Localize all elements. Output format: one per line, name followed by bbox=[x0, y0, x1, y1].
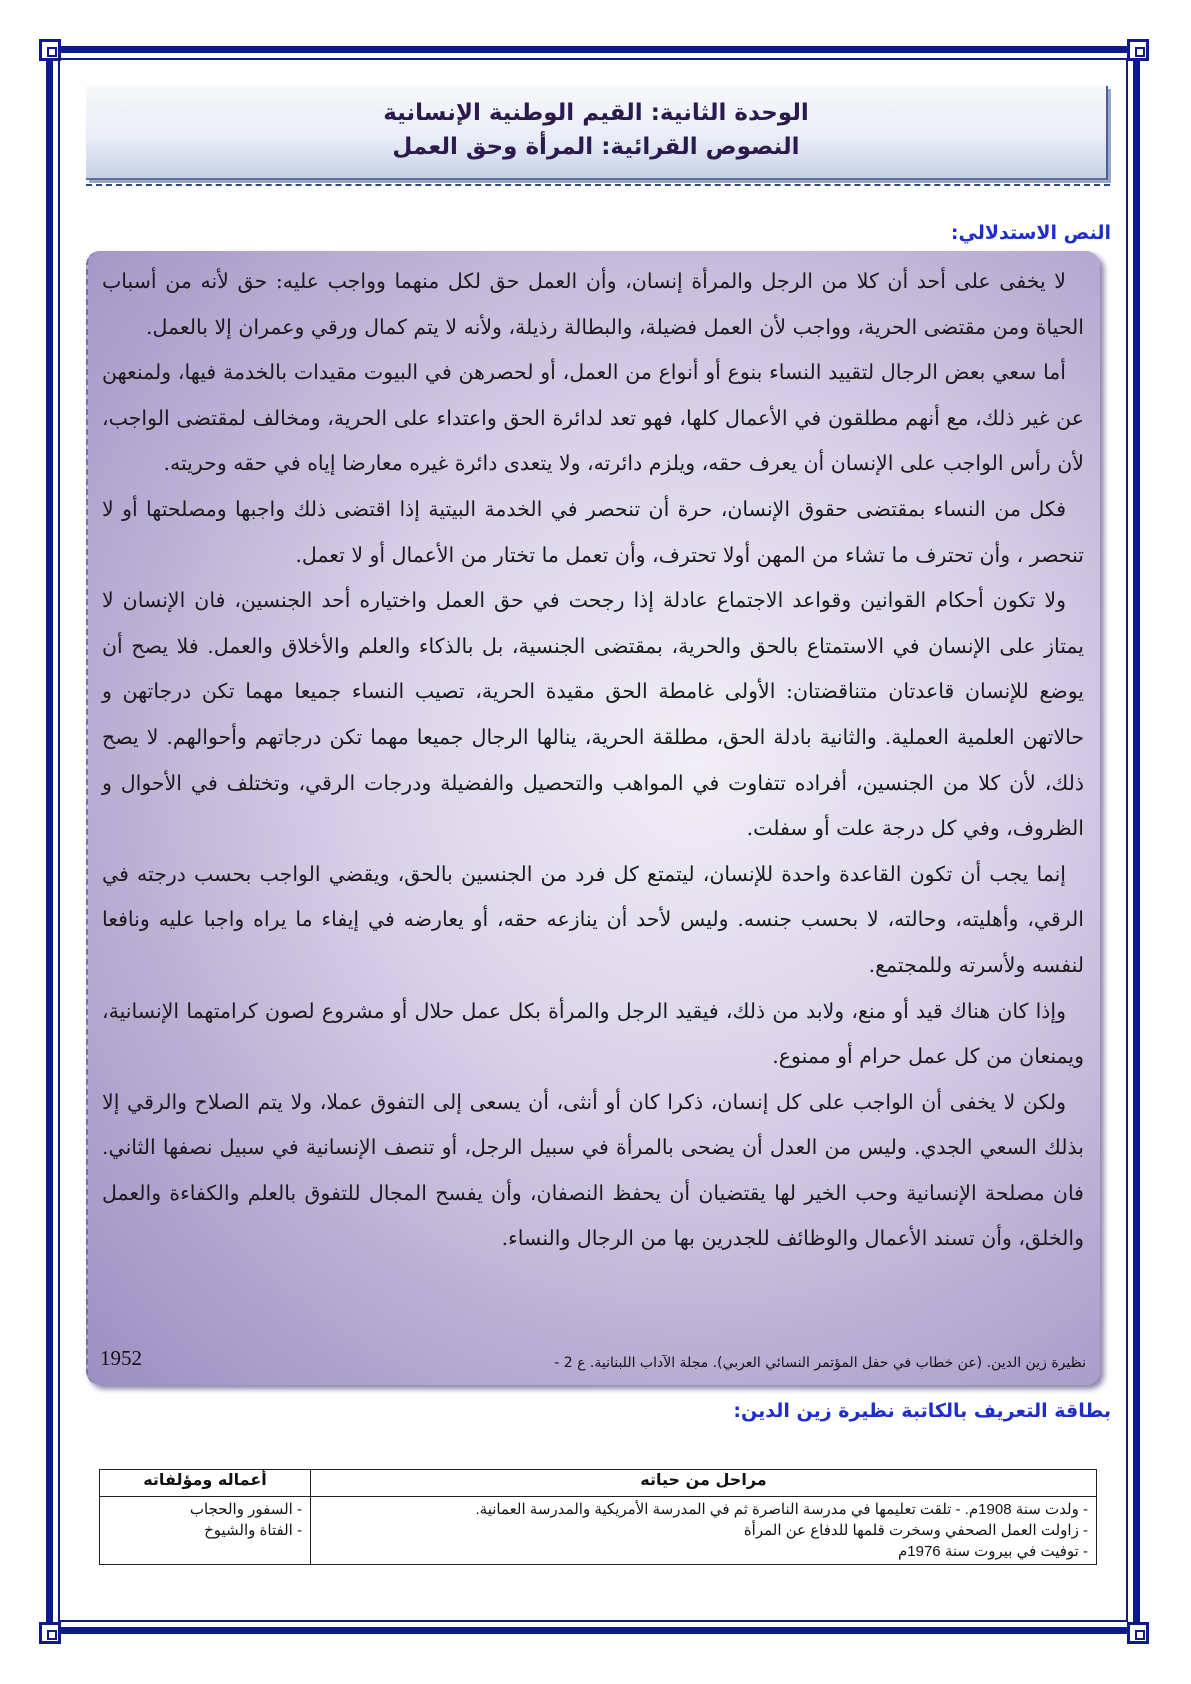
life-stage-item: - زاولت العمل الصحفي وسخرت قلمها للدفاع عن المرأة bbox=[743, 1522, 1088, 1539]
text-paragraph: فكل من النساء بمقتضى حقوق الإنسان، حرة أن تنحصر في الخدمة البيتية إذا اقتضى ذلك واجبها ومصلحتها أو لا تنحصر ، وأن تحترف ما تشاء من المهن أولا تحترف، وأن تعمل ما تختار من الأعمال أو لا تعمل. bbox=[102, 496, 1084, 567]
text-paragraph: ولكن لا يخفى أن الواجب على كل إنسان، ذكرا كان أو أنثى، أن يسعى إلى التفوق عملا، ولا يتم الصلاح والرقي إلا بذلك السعي الجدي. وليس من العدل أن يضحى بالمرأة في سبيل الرجل، أو تنصف الإنسانية في سبيل نصفها الثاني. فان مصلحة الإنسانية وحب الخير لها يقتضيان أن يحفظ النصفان، وأن يفسح المجال للتفوق بالعلم والكفاءة والعمل والخلق، وأن تسند الأعمال والوظائف للجدرين بها من الرجال والنساء. bbox=[102, 1089, 1084, 1251]
table-header-row bbox=[100, 1470, 1097, 1497]
life-stages-header: مراحل من حياته bbox=[311, 1470, 1097, 1497]
corner-ornament bbox=[39, 1622, 61, 1644]
corner-ornament bbox=[1127, 39, 1149, 61]
unit-title: الوحدة الثانية: القيم الوطنية الإنسانية bbox=[383, 100, 809, 126]
text-paragraph: وإذا كان هناك قيد أو منع، ولابد من ذلك، فيقيد الرجل والمرأة بكل عمل حلال أو مشروع لصون كرامتهما الإنسانية، ويمنعان من كل عمل حرام أو ممنوع. bbox=[102, 998, 1084, 1069]
life-stage-item: - ولدت سنة 1908م. - تلقت تعليمها في مدرسة الناصرة ثم في المدرسة الأمريكية والمدرسة العمانية. bbox=[475, 1501, 1088, 1518]
author-bio-table bbox=[99, 1469, 1097, 1565]
corner-ornament bbox=[39, 39, 61, 61]
text-paragraph: أما سعي بعض الرجال لتقييد النساء بنوع أو أنواع من العمل، أو لحصرهن في البيوت مقيدات بالخدمة فيها، ولمنعهن عن غير ذلك، مع أنهم مطلقون في الأعمال كلها، فهو تعد لدائرة الحق واعتداء على الحرية، ومخالف لمقتضى الواجب، لأن رأس الواجب على الإنسان أن يعرف حقه، ويلزم دائرته، ولا يتعدى دائرة غيره معارضا إياه في حقه وحريته. bbox=[102, 360, 1084, 476]
section-title: النص الاستدلالي: bbox=[950, 222, 1111, 244]
corner-ornament bbox=[1127, 1622, 1149, 1644]
works-cell bbox=[100, 1497, 311, 1565]
source-text: نظيرة زين الدين. (عن خطاب في حفل المؤتمر النسائي العربي). مجلة الآداب اللبنانية. ع 2 - bbox=[554, 1355, 1086, 1371]
lesson-title: النصوص القرائية: المرأة وحق العمل bbox=[392, 134, 800, 160]
table-row bbox=[100, 1497, 1097, 1565]
header-divider bbox=[86, 184, 1110, 186]
life-stage-item: - توفيت في بيروت سنة 1976م bbox=[897, 1543, 1088, 1560]
text-paragraph: لا يخفى على أحد أن كلا من الرجل والمرأة إنسان، وأن العمل حق لكل منهما وواجب عليه: حق لأنه من أسباب الحياة ومن مقتضى الحرية، وواجب لأن العمل فضيلة، والبطالة رذيلة، ولأنه لا يتم كمال ورقي وعمران إلا بالعمل. bbox=[102, 269, 1084, 339]
work-item: - السفور والحجاب bbox=[189, 1501, 302, 1518]
life-stages-cell bbox=[311, 1497, 1097, 1565]
source-citation bbox=[88, 1346, 1086, 1371]
works-header: أعماله ومؤلفاته bbox=[100, 1470, 311, 1497]
source-year: 1952 bbox=[100, 1346, 142, 1370]
author-card-title: بطاقة التعريف بالكاتبة نظيرة زين الدين: bbox=[733, 1400, 1111, 1422]
work-item: - الفتاة والشيوخ bbox=[204, 1522, 302, 1539]
reading-text-box bbox=[86, 251, 1100, 1385]
text-paragraph: إنما يجب أن تكون القاعدة واحدة للإنسان، ليتمتع كل فرد من الجنسين بالحق، ويقضي الواجب بحسب درجته في الرقي، وأهليته، وحالته، لا بحسب جنسه. وليس لأحد أن ينازعه حقه، أو يعارضه في إيفاء ما يراه واجبا عليه ونافعا لنفسه ولأسرته وللمجتمع. bbox=[102, 861, 1084, 977]
text-paragraph: ولا تكون أحكام القوانين وقواعد الاجتماع عادلة إذا رجحت في حق العمل واختياره أحد الجنسين، فان الإنسان لا يمتاز على الإنسان في الاستمتاع بالحق والحرية، بمقتضى الجنسية، بل بالذكاء والعلم والأخلاق والعمل. فلا يصح أن يوضع للإنسان قاعدتان متناقضتان: الأولى غامطة الحق مقيدة الحرية، تصيب النساء جميعا مهما تكن درجاتهن و حالاتهن العلمية العملية. والثانية بادلة الحق، مطلقة الحرية، ينالها الرجال جميعا مهما تكن درجاتهم وأحوالهم. لا يصح ذلك، لأن كلا من الجنسين، أفراده تتفاوت في المواهب والتحصيل والفضيلة ودرجات الرقي، وتختلف في الأحوال و الظروف، وفي كل درجة علت أو سفلت. bbox=[102, 588, 1085, 841]
page-header bbox=[86, 86, 1108, 180]
